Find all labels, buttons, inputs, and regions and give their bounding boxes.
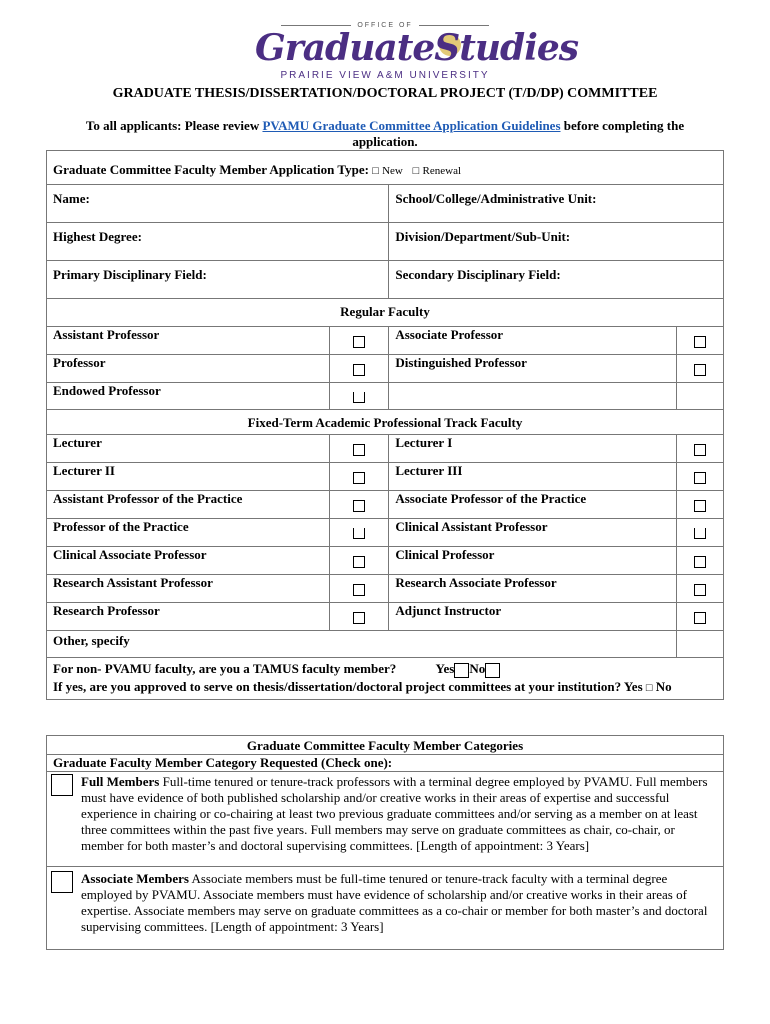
intro-text: To all applicants: Please review PVAMU Graduate Committee Application Guidelines before completing the application. [85,118,685,149]
secondary-field[interactable]: Secondary Disciplinary Field: [389,261,724,299]
rank-label: Adjunct Instructor [389,603,677,631]
guidelines-link[interactable]: PVAMU Graduate Committee Application Guidelines [262,118,561,133]
rank-label: Clinical Professor [389,547,677,575]
form-title: GRADUATE THESIS/DISSERTATION/DOCTORAL PROJECT (T/D/DP) COMMITTEE [112,86,658,101]
rank-label: Research Assistant Professor [47,575,330,603]
logo-office-text: OFFICE OF [255,22,515,29]
rank-label: Assistant Professor [47,327,330,355]
rank-checkbox[interactable] [353,336,365,348]
application-table [46,150,724,700]
school-field[interactable]: School/College/Administrative Unit: [389,185,724,223]
rank-label: Research Associate Professor [389,575,677,603]
rank-checkbox[interactable] [353,556,365,568]
other-specify-field[interactable]: Other, specify [47,631,677,658]
rank-label: Lecturer [47,435,330,463]
rank-checkbox[interactable] [353,472,365,484]
rank-checkbox[interactable] [353,444,365,456]
rank-checkbox[interactable] [694,472,706,484]
rank-checkbox[interactable] [353,584,365,596]
rank-checkbox[interactable] [694,444,706,456]
rank-label: Associate Professor [389,327,677,355]
rank-label: Clinical Associate Professor [47,547,330,575]
rank-label: Associate Professor of the Practice [389,491,677,519]
graduate-studies-logo [255,22,579,84]
rank-checkbox[interactable] [694,336,706,348]
associate-members-checkbox[interactable] [51,871,73,893]
rank-checkbox[interactable] [694,528,706,539]
rank-checkbox[interactable] [353,392,365,403]
rank-label: Endowed Professor [47,383,330,410]
rank-checkbox[interactable] [353,500,365,512]
categories-table [46,735,724,950]
rank-checkbox[interactable] [353,528,365,539]
rank-checkbox[interactable] [694,612,706,624]
renewal-checkbox[interactable]: □ [412,165,420,177]
tamus-yes-checkbox[interactable] [454,663,469,678]
logo-script-text: GraduateStudies [255,27,579,69]
rank-checkbox[interactable] [694,556,706,568]
rank-checkbox[interactable] [694,364,706,376]
division-field[interactable]: Division/Department/Sub-Unit: [389,223,724,261]
rank-checkbox[interactable] [694,500,706,512]
rank-label: Clinical Assistant Professor [389,519,677,547]
fixed-term-heading: Fixed-Term Academic Professional Track Faculty [47,410,724,435]
new-checkbox[interactable]: □ [372,165,379,177]
logo-university-text: PRAIRIE VIEW A&M UNIVERSITY [280,70,490,81]
rank-label: Assistant Professor of the Practice [47,491,330,519]
name-field[interactable]: Name: [47,185,389,223]
rank-label: Professor [47,355,330,383]
application-type-row: Graduate Committee Faculty Member Application Type: □ New □ Renewal [47,151,724,185]
rank-label: Professor of the Practice [47,519,330,547]
tamus-no-checkbox[interactable] [485,663,500,678]
rank-checkbox[interactable] [353,364,365,376]
rank-label: Lecturer I [389,435,677,463]
category-requested-label: Graduate Faculty Member Category Requested (Check one): [47,755,724,772]
primary-field[interactable]: Primary Disciplinary Field: [47,261,389,299]
categories-heading: Graduate Committee Faculty Member Categories [47,736,724,755]
full-members-option: Full Members Full-time tenured or tenure-track professors with a terminal degree employed by PVAMU. Full members must have evidence of both published scholarship and/or creative works in their areas of expertise and successful experience in chairing or co-chairing at least two previous graduate committees and/or serving as a member on at least three committees within the past five years. Full members may serve on graduate committees as chair, co-chair, or member for both master’s and doctoral supervising committees. [Length of appointment: 3 Years] [47,772,724,867]
degree-field[interactable]: Highest Degree: [47,223,389,261]
rank-checkbox[interactable] [694,584,706,596]
rank-label: Distinguished Professor [389,355,677,383]
rank-label: Research Professor [47,603,330,631]
approved-yes-checkbox[interactable]: □ [645,681,653,694]
associate-members-option: Associate Members Associate members must be full-time tenured or tenure-track faculty with a terminal degree employed by PVAMU. Associate members must have evidence of scholarship and/or creative works in their areas of expertise. Associate members may serve on graduate committees as a co-chair or member for both master’s and doctoral supervising committees. [Length of appointment: 3 Years] [47,867,724,950]
tamus-question: For non- PVAMU faculty, are you a TAMUS faculty member? Yes No If yes, are you approved to serve on thesis/dissertation/doctoral project committees at your institution? Yes □ No [47,658,724,700]
rank-label: Lecturer II [47,463,330,491]
rank-label: Lecturer III [389,463,677,491]
rank-checkbox[interactable] [353,612,365,624]
regular-faculty-heading: Regular Faculty [47,299,724,327]
full-members-checkbox[interactable] [51,774,73,796]
